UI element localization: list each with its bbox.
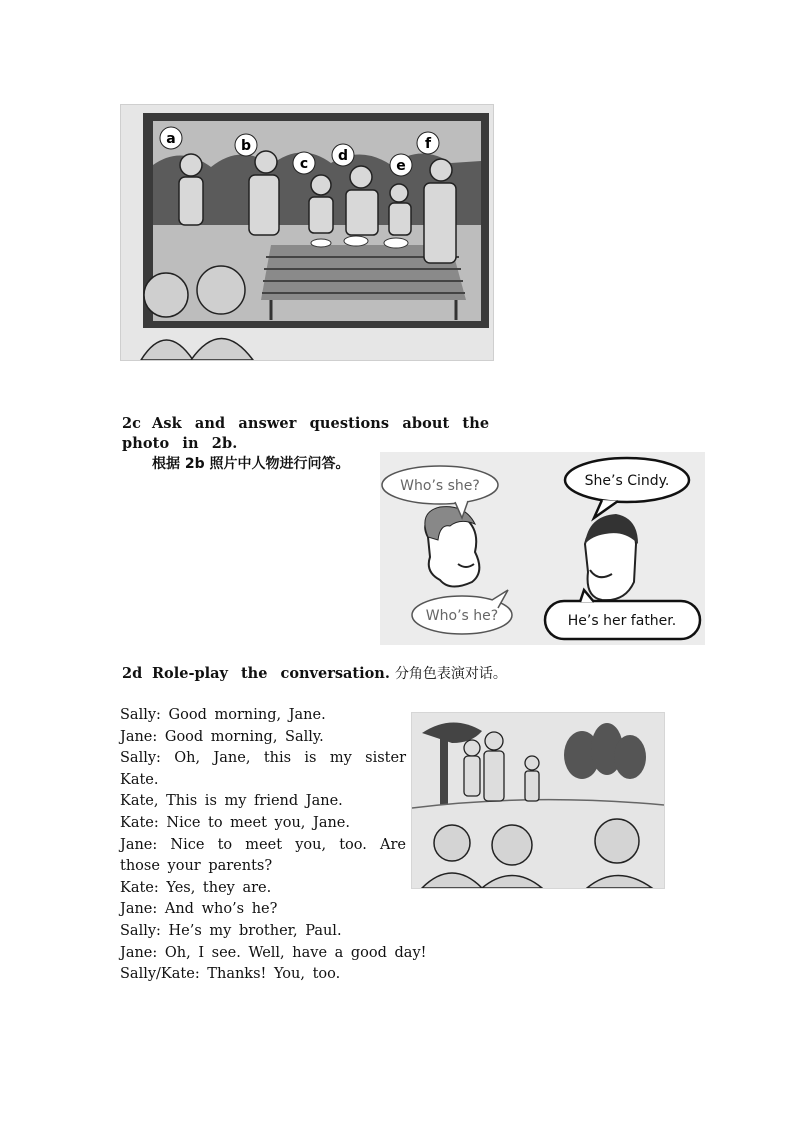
svg-text:He’s her father.: He’s her father. [567,613,677,629]
svg-text:d: d [337,148,349,164]
svg-text:Who’s he?: Who’s he? [425,608,499,624]
speech-bubbles-illustration [380,452,705,645]
section-2d [122,664,622,684]
dialogue-line: Jane: Nice to meet you, too. Are those your parents? [120,836,406,875]
svg-text:c: c [299,156,309,172]
park-scene-illustration [411,712,665,889]
label-d [332,144,354,166]
dialogue-line: Jane: Oh, I see. Well, have a good day! [120,944,427,961]
section-2d-instruction-cn: 分角色表演对话。 [394,666,507,682]
dialogue-line: Kate: Yes, they are. [120,879,272,896]
section-2c-instruction-cn: 根据 2b 照片中人物进行问答。 [152,456,350,472]
dialogue-line: Kate, This is my friend Jane. [120,793,343,810]
section-2d-number: 2d [122,665,143,682]
dialogue-line: Jane: And who’s he? [120,901,278,918]
label-a [160,127,182,149]
label-f [417,132,439,154]
dialogue [120,705,427,986]
svg-text:b: b [240,138,252,154]
svg-text:f: f [424,136,432,152]
svg-text:Who’s she?: Who’s she? [400,478,480,494]
family-photo-illustration [120,104,494,361]
svg-text:a: a [166,131,176,147]
label-e [390,154,412,176]
section-2d-instruction: Role-play the conversation. [152,665,390,682]
dialogue-line: Kate: Nice to meet you, Jane. [120,814,350,831]
svg-text:She’s Cindy.: She’s Cindy. [584,473,670,489]
label-c [293,152,315,174]
dialogue-line: Jane: Good morning, Sally. [120,728,324,745]
dialogue-line: Sally: Good morning, Jane. [120,707,326,723]
svg-text:e: e [396,158,406,174]
dialogue-line: Sally: Oh, Jane, this is my sister Kate. [120,750,406,788]
section-2c-number: 2c [122,415,141,432]
dialogue-line: Sally/Kate: Thanks! You, too. [120,966,341,983]
label-b [235,134,257,156]
section-2d-heading [122,664,622,684]
dialogue-line: Sally: He’s my brother, Paul. [120,922,342,939]
section-2c-instruction: Ask and answer questions about the photo in 2b. [122,415,490,452]
section-2c-heading [122,414,522,454]
